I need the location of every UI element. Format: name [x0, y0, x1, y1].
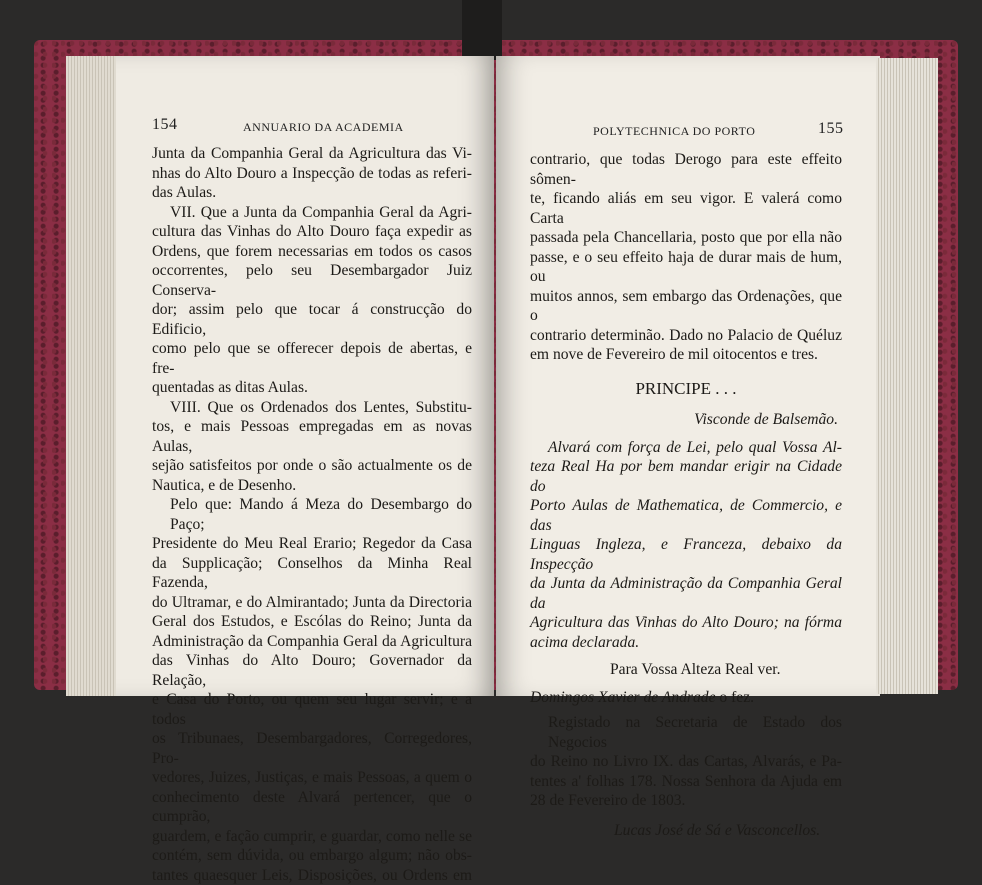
text-line: Geral dos Estudos, e Escólas do Reino; Junta da [152, 612, 472, 632]
text-line: sejão satisfeitos por onde o são actualmente os de [152, 456, 472, 476]
text-line: Porto Aulas de Mathematica, de Commercio, e das [530, 496, 842, 535]
text-line: das Vinhas do Alto Douro; Governador da Relação, [152, 651, 472, 690]
text-line: muitos annos, sem embargo das Ordenações, que o [530, 287, 842, 326]
text-line: da Supplicação; Conselhos da Minha Real Fazenda, [152, 554, 472, 593]
text-line: dor; assim pelo que tocar á construcção do Edificio, [152, 300, 472, 339]
text-line: VIII. Que os Ordenados dos Lentes, Substitu- [152, 398, 472, 418]
left-running-head: ANNUARIO DA ACADEMIA [243, 120, 404, 135]
text-line: das Aulas. [152, 183, 472, 203]
right-page-edges [876, 58, 938, 694]
text-line: 28 de Fevereiro de 1803. [530, 791, 842, 811]
text-line: tantes quaesquer Leis, Disposições, ou Ordens em [152, 866, 472, 885]
left-page-edges [66, 56, 116, 696]
text-line: Nautica, e de Desenho. [152, 476, 472, 496]
text-line: Linguas Ingleza, e Franceza, debaixo da Inspecção [530, 535, 842, 574]
text-line: contrario, que todas Derogo para este effeito sômen- [530, 150, 842, 189]
para-line: Para Vossa Alteza Real ver. [530, 660, 842, 680]
text-line: teza Real Ha por bem mandar erigir na Cidade do [530, 457, 842, 496]
text-line: vedores, Juizes, Justiças, e mais Pessoas, a quem o [152, 768, 472, 788]
text-line: Junta da Companhia Geral da Agricultura das Vi- [152, 144, 472, 164]
text-line: passada pela Chancellaria, posto que por ella não [530, 228, 842, 248]
book-spine [462, 0, 502, 60]
text-line: Ordens, que forem necessarias em todos os casos [152, 242, 472, 262]
text-line: nhas do Alto Douro a Inspecção de todas as referi- [152, 164, 472, 184]
text-line: acima declarada. [530, 633, 842, 653]
text-line: Agricultura das Vinhas do Alto Douro; na fórma [530, 613, 842, 633]
text-line: tos, e mais Pessoas empregadas em as novas Aulas, [152, 417, 472, 456]
text-line: guardem, e fação cumprir, e guardar, como nelle se [152, 827, 472, 847]
text-line: quentadas as ditas Aulas. [152, 378, 472, 398]
text-line: Registado na Secretaria de Estado dos Negocios [530, 713, 842, 752]
text-line: do Ultramar, e do Almirantado; Junta da Directoria [152, 593, 472, 613]
text-line: do Reino no Livro IX. das Cartas, Alvarás, e Pa- [530, 752, 842, 772]
text-line: te, ficando aliás em seu vigor. E valerá como Carta [530, 189, 842, 228]
domingos-line [530, 688, 842, 708]
text-line: Administração da Companhia Geral da Agricultura [152, 632, 472, 652]
text-line: em nove de Fevereiro de mil oitocentos e tres. [530, 345, 842, 365]
left-page-body [152, 144, 472, 885]
visconde-signature: Visconde de Balsemão. [530, 410, 842, 430]
text-line: Presidente do Meu Real Erario; Regedor da Casa [152, 534, 472, 554]
domingos-name: Domingos Xavier de Andrade [530, 689, 716, 706]
text-line: conhecimento deste Alvará pertencer, que o cumprão, [152, 788, 472, 827]
text-line: tentes a' folhas 178. Nossa Senhora da Ajuda em [530, 772, 842, 792]
text-line: Alvará com força de Lei, pelo qual Vossa Al- [530, 438, 842, 458]
text-line: cultura das Vinhas do Alto Douro faça expedir as [152, 222, 472, 242]
text-line: passe, e o seu effeito haja de durar mais de hum, ou [530, 248, 842, 287]
left-page-number: 154 [152, 116, 178, 134]
text-line: occorrentes, pelo seu Desembargador Juiz Conserva- [152, 261, 472, 300]
right-page-number: 155 [818, 120, 844, 138]
right-running-head: POLYTECHNICA DO PORTO [593, 124, 755, 139]
text-line: como pelo que se offerecer depois de abertas, e fre- [152, 339, 472, 378]
domingos-rest: o fez. [716, 689, 755, 706]
text-line: e Casa do Porto, ou quem seu lugar servir; e a todos [152, 690, 472, 729]
text-line: da Junta da Administração da Companhia Geral da [530, 574, 842, 613]
text-line: contrario determinão. Dado no Palacio de Quéluz [530, 326, 842, 346]
text-line: contém, sem dúvida, ou embargo algum; não obs- [152, 846, 472, 866]
lucas-signature: Lucas José de Sá e Vasconcellos. [530, 821, 842, 841]
right-page-body [530, 150, 842, 840]
principe-heading: PRINCIPE . . . [530, 379, 842, 399]
text-line: Pelo que: Mando á Meza do Desembargo do Paço; [152, 495, 472, 534]
text-line: VII. Que a Junta da Companhia Geral da Agri- [152, 203, 472, 223]
text-line: os Tribunaes, Desembargadores, Corregedores, Pro- [152, 729, 472, 768]
